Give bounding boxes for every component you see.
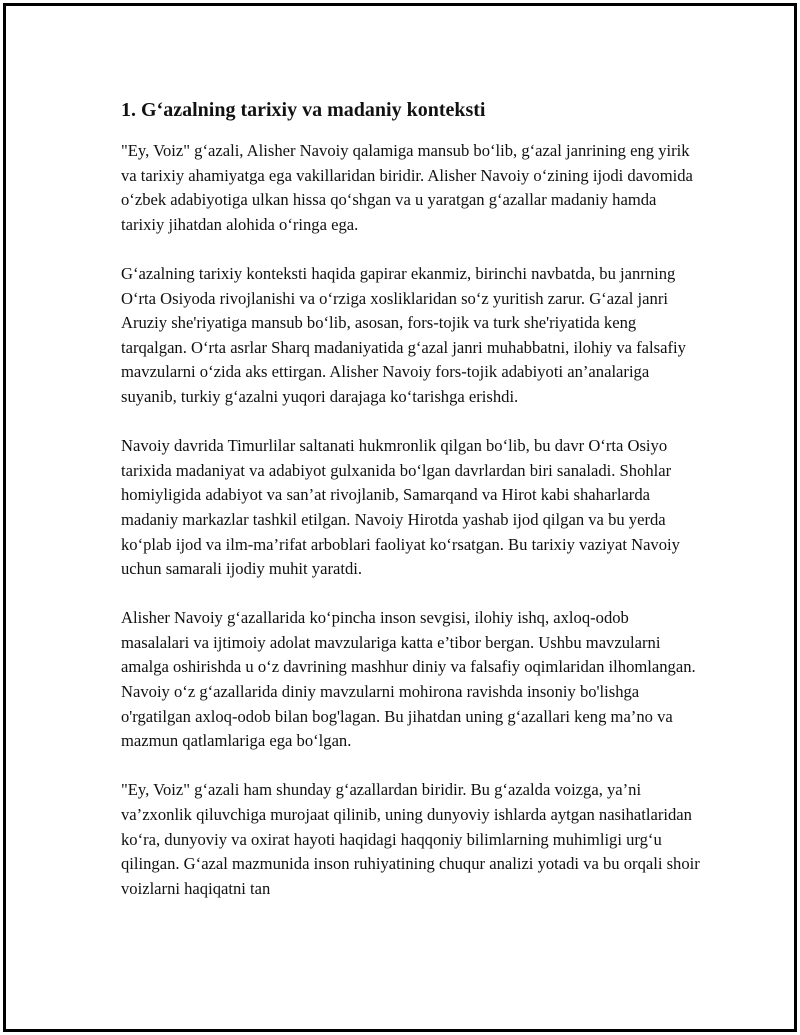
paragraph: "Ey, Voiz" g‘azali, Alisher Navoiy qalamiga mansub bo‘lib, g‘azal janrining eng yirik va tarixiy ahamiyatga ega vakillaridan biridir. Alisher Navoiy o‘zining ijodi davomida o‘zbek adabiyotiga ulkan hissa qo‘shgan va u yaratgan g‘azallar madaniy hamda tarixiy jihatdan alohida o‘ringa ega.	[121, 141, 693, 234]
section-heading: 1. G‘azalning tarixiy va madaniy konteksti	[121, 99, 486, 121]
paragraph: Alisher Navoiy g‘azallarida ko‘pincha inson sevgisi, ilohiy ishq, axloq-odob masalalari va ijtimoiy adolat mavzulariga katta e’tibor bergan. Ushbu mavzularni amalga oshirishda u o‘z davrining mashhur diniy va falsafiy oqimlaridan ilhomlangan. Navoiy o‘z g‘azallarida diniy mavzularni mohirona ravishda insoniy bo'lishga o'rgatilgan axloq-odob bilan bog'lagan. Bu jihatdan uning g‘azallari keng ma’no va mazmun qatlamlariga ega bo‘lgan.	[121, 608, 696, 751]
document-body	[121, 94, 701, 926]
paragraph: G‘azalning tarixiy konteksti haqida gapirar ekanmiz, birinchi navbatda, bu janrning O‘rta Osiyoda rivojlanishi va o‘rziga xosliklaridan so‘z yuritish zarur. G‘azal janri Aruziy she'riyatiga mansub bo‘lib, asosan, fors-tojik va turk she'riyatida keng tarqalgan. O‘rta asrlar Sharq madaniyatida g‘azal janri muhabbatni, ilohiy va falsafiy mavzularni o‘zida aks ettirgan. Alisher Navoiy fors-tojik adabiyoti an’analariga suyanib, turkiy g‘azalni yuqori darajaga ko‘tarishga erishdi.	[121, 263, 686, 406]
paragraph: Navoiy davrida Timurlilar saltanati hukmronlik qilgan bo‘lib, bu davr O‘rta Osiyo tarixida madaniyat va adabiyot gulxanida bo‘lgan davrlardan biri sanaladi. Shohlar homiyligida adabiyot va san’at rivojlanib, Samarqand va Hirot kabi shaharlarda madaniy markazlar tashkil etilgan. Navoiy Hirotda yashab ijod qilgan va bu yerda ko‘plab ijod va ilm-ma’rifat arboblari faoliyat ko‘rsatgan. Bu tarixiy vaziyat Navoiy uchun samarali ijodiy muhit yaratdi.	[121, 436, 680, 579]
document-page	[3, 3, 797, 1032]
paragraph: "Ey, Voiz" g‘azali ham shunday g‘azallardan biridir. Bu g‘azalda voizga, ya’ni va’zxonlik qiluvchiga murojaat qilinib, uning dunyoviy ishlarda aytgan nasihatlaridan ko‘ra, dunyoviy va oxirat hayoti haqidagi haqqoniy bilimlarning muhimligi urg‘u qilingan. G‘azal mazmunida inson ruhiyatining chuqur analizi yotadi va bu orqali shoir voizlarni haqiqatni tan	[121, 780, 700, 898]
